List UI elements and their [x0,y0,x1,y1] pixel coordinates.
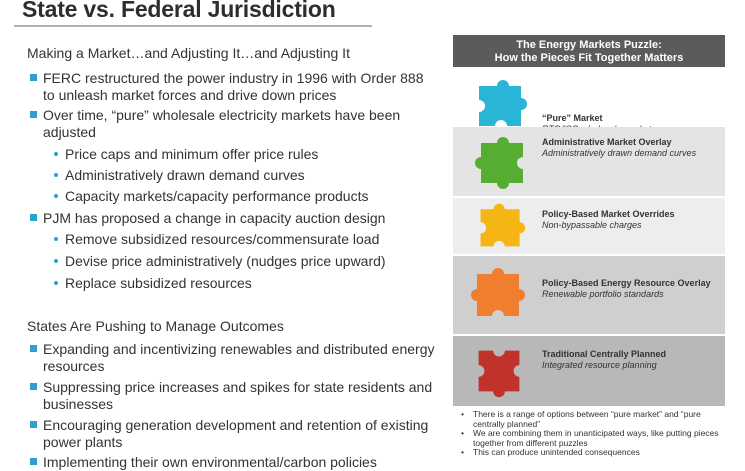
bullet-encouraging-generation: Encouraging generation development and retention of existing power plants [43,417,438,450]
row-title-administrative: Administrative Market Overlay [542,137,672,147]
row-title-market-overrides: Policy-Based Market Overrides [542,209,675,219]
note-unintended-consequences: • This can produce unintended consequences [458,448,728,458]
bullet-suppressing-prices: Suppressing price increases and spikes for state residents and businesses [43,379,438,412]
panel-header-line2: How the Pieces Fit Together Matters [494,52,684,64]
orange-puzzle-piece-icon [463,260,533,330]
page-title: State vs. Federal Jurisdiction [22,0,336,22]
panel-header [453,35,725,67]
puzzle-row-market-overrides [453,198,725,254]
panel-header-line1: The Energy Markets Puzzle: [516,39,662,51]
puzzle-row-administrative [453,127,725,196]
sub-bullet-remove-subsidized: Remove subsidized resources/commensurate load [65,231,380,247]
sub-bullet-devise-price: Devise price administratively (nudges price upward) [65,253,386,269]
title-underline [14,25,372,27]
puzzle-row-centrally-planned [453,336,725,406]
blue-puzzle-piece-icon [475,76,531,132]
red-puzzle-piece-icon [465,337,533,405]
puzzle-row-energy-resource-overlay [453,256,725,334]
bullet-pure-markets: Over time, “pure” wholesale electricity markets have been adjusted [43,107,438,140]
note-combining-pieces: • We are combining them in unanticipated ways, like putting pieces together from different puzzles [458,429,728,448]
energy-markets-puzzle-panel [453,35,725,460]
sub-bullet-replace-subsidized: Replace subsidized resources [65,275,252,291]
row-subtitle-energy-resource-overlay: Renewable portfolio standards [542,289,664,299]
sub-bullet-capacity-markets: Capacity markets/capacity performance products [65,188,369,204]
panel-notes [458,410,728,458]
sub-bullet-demand-curves: Administratively drawn demand curves [65,167,305,183]
sub-bullet-price-caps: Price caps and minimum offer price rules [65,146,319,162]
row-title-centrally-planned: Traditional Centrally Planned [542,349,667,359]
row-subtitle-market-overrides: Non-bypassable charges [542,220,642,230]
bullet-environmental-policies: Implementing their own environmental/carbon policies [43,454,438,471]
row-subtitle-centrally-planned: Integrated resource planning [542,360,657,370]
bullet-pjm: PJM has proposed a change in capacity auction design [43,210,438,227]
row-title-energy-resource-overlay: Policy-Based Energy Resource Overlay [542,278,711,288]
row-title-pure-market: “Pure” Market [542,113,603,123]
yellow-puzzle-piece-icon [475,200,527,252]
bullet-renewables: Expanding and incentivizing renewables and distributed energy resources [43,341,438,374]
note-range-of-options: • There is a range of options between “pure market” and “pure centrally planned” [458,410,728,429]
row-subtitle-administrative: Administratively drawn demand curves [542,148,697,158]
section-heading-states: States Are Pushing to Manage Outcomes [27,318,284,334]
section-heading-making-market: Making a Market…and Adjusting It…and Adjusting It [27,45,350,61]
green-puzzle-piece-icon [475,135,531,191]
bullet-ferc: FERC restructured the power industry in 1996 with Order 888 to unleash market forces and drive down prices [43,70,438,103]
